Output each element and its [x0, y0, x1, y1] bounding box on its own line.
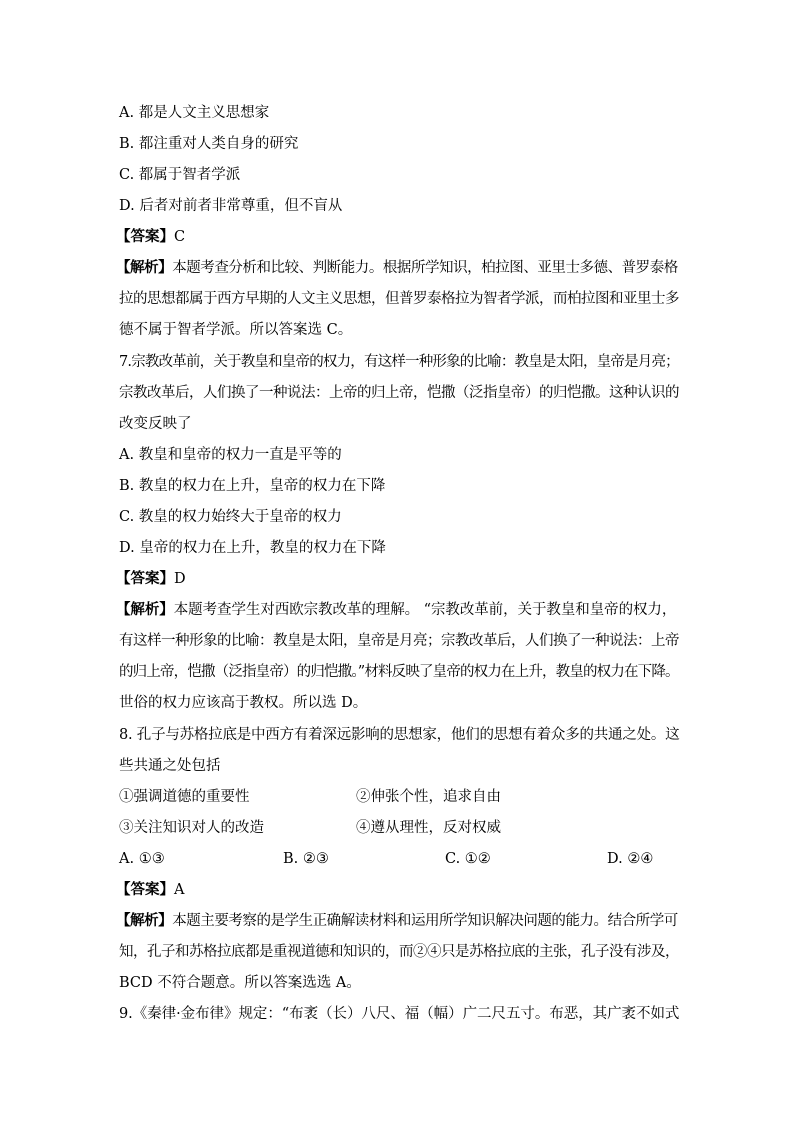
q8-answer: [116, 880, 184, 900]
q6-option-d: D. 后者对前者非常尊重，但不盲从: [119, 198, 343, 214]
answer-label: 【答案】: [116, 228, 174, 245]
q6-option-a: A. 都是人文主义思想家: [119, 105, 270, 121]
q8-item-3: ③关注知识对人的改造: [119, 820, 264, 836]
q8-stem-line-1: 8. 孔子与苏格拉底是中西方有着深远影响的思想家，他们的思想有着众多的共通之处。这: [119, 727, 680, 743]
answer-label: 【答案】: [116, 570, 174, 587]
q8-option-d: D. ②④: [607, 851, 654, 867]
analysis-text: 本题考查分析和比较、判断能力。根据所学知识，柏拉图、亚里士多德、普罗泰格: [172, 260, 678, 276]
q7-option-c: C. 教皇的权力始终大于皇帝的权力: [119, 509, 342, 525]
q8-analysis-line-3: BCD 不符合题意。所以答案选选 A。: [119, 975, 361, 991]
q8-analysis-line-2: 知，孔子和苏格拉底都是重视道德和知识的，而②④只是苏格拉底的主张，孔子没有涉及，: [119, 944, 679, 960]
q8-item-2: ②伸张个性，追求自由: [356, 789, 501, 805]
analysis-label: 【解析】: [116, 601, 174, 618]
analysis-text: 本题考查学生对西欧宗教改革的理解。 “宗教改革前，关于教皇和皇帝的权力，: [173, 602, 677, 618]
q8-option-c: C. ①②: [445, 851, 491, 867]
analysis-text: 本题主要考察的是学生正确解读材料和运用所学知识解决问题的能力。结合所学可: [172, 913, 678, 929]
q7-option-a: A. 教皇和皇帝的权力一直是平等的: [119, 447, 342, 463]
q8-item-4: ④遵从理性，反对权威: [356, 820, 501, 836]
analysis-label: 【解析】: [116, 259, 173, 276]
q6-analysis-line-1: [116, 258, 678, 278]
q7-stem-line-2: 宗教改革后，人们换了一种说法：上帝的归上帝，恺撒（泛指皇帝）的归恺撒。这种认识的: [119, 385, 679, 401]
answer-label: 【答案】: [116, 881, 174, 898]
q6-analysis-line-3: 德不属于智者学派。所以答案选 C。: [119, 322, 353, 338]
answer-value: D: [174, 571, 186, 587]
q7-analysis-line-3: 的归上帝，恺撒（泛指皇帝）的归恺撒。”材料反映了皇帝的权力在上升，教皇的权力在下降。: [119, 664, 679, 680]
q7-analysis-line-4: 世俗的权力应该高于教权。所以选 D。: [119, 695, 368, 711]
q7-analysis-line-1: [116, 600, 676, 620]
q7-stem-line-3: 改变反映了: [119, 416, 192, 432]
q7-analysis-line-2: 有这样一种形象的比喻：教皇是太阳，皇帝是月亮；宗教改革后，人们换了一种说法：上帝: [119, 633, 679, 649]
answer-value: C: [174, 229, 186, 245]
q7-stem-line-1: 7.宗教改革前，关于教皇和皇帝的权力，有这样一种形象的比喻：教皇是太阳，皇帝是月亮；: [119, 354, 679, 370]
q8-analysis-line-1: [116, 911, 678, 931]
analysis-label: 【解析】: [116, 912, 173, 929]
q9-stem-line-1: 9.《秦律·金布律》规定：“布袤（长）八尺、福（幅）广二尺五寸。布恶，其广袤不如式: [119, 1006, 680, 1022]
q7-answer: [116, 569, 186, 589]
q8-item-1: ①强调道德的重要性: [119, 789, 250, 805]
q8-stem-line-2: 些共通之处包括: [119, 758, 221, 774]
q6-option-c: C. 都属于智者学派: [119, 167, 241, 183]
q6-option-b: B. 都注重对人类自身的研究: [119, 136, 299, 152]
q7-option-b: B. 教皇的权力在上升，皇帝的权力在下降: [119, 478, 386, 494]
q7-option-d: D. 皇帝的权力在上升，教皇的权力在下降: [119, 540, 386, 556]
answer-value: A: [174, 882, 185, 898]
q6-analysis-line-2: 拉的思想都属于西方早期的人文主义思想，但普罗泰格拉为智者学派，而柏拉图和亚里士多: [119, 291, 679, 307]
q8-option-b: B. ②③: [283, 851, 329, 867]
q8-option-a: A. ①③: [119, 851, 165, 867]
q6-answer: [116, 227, 185, 247]
